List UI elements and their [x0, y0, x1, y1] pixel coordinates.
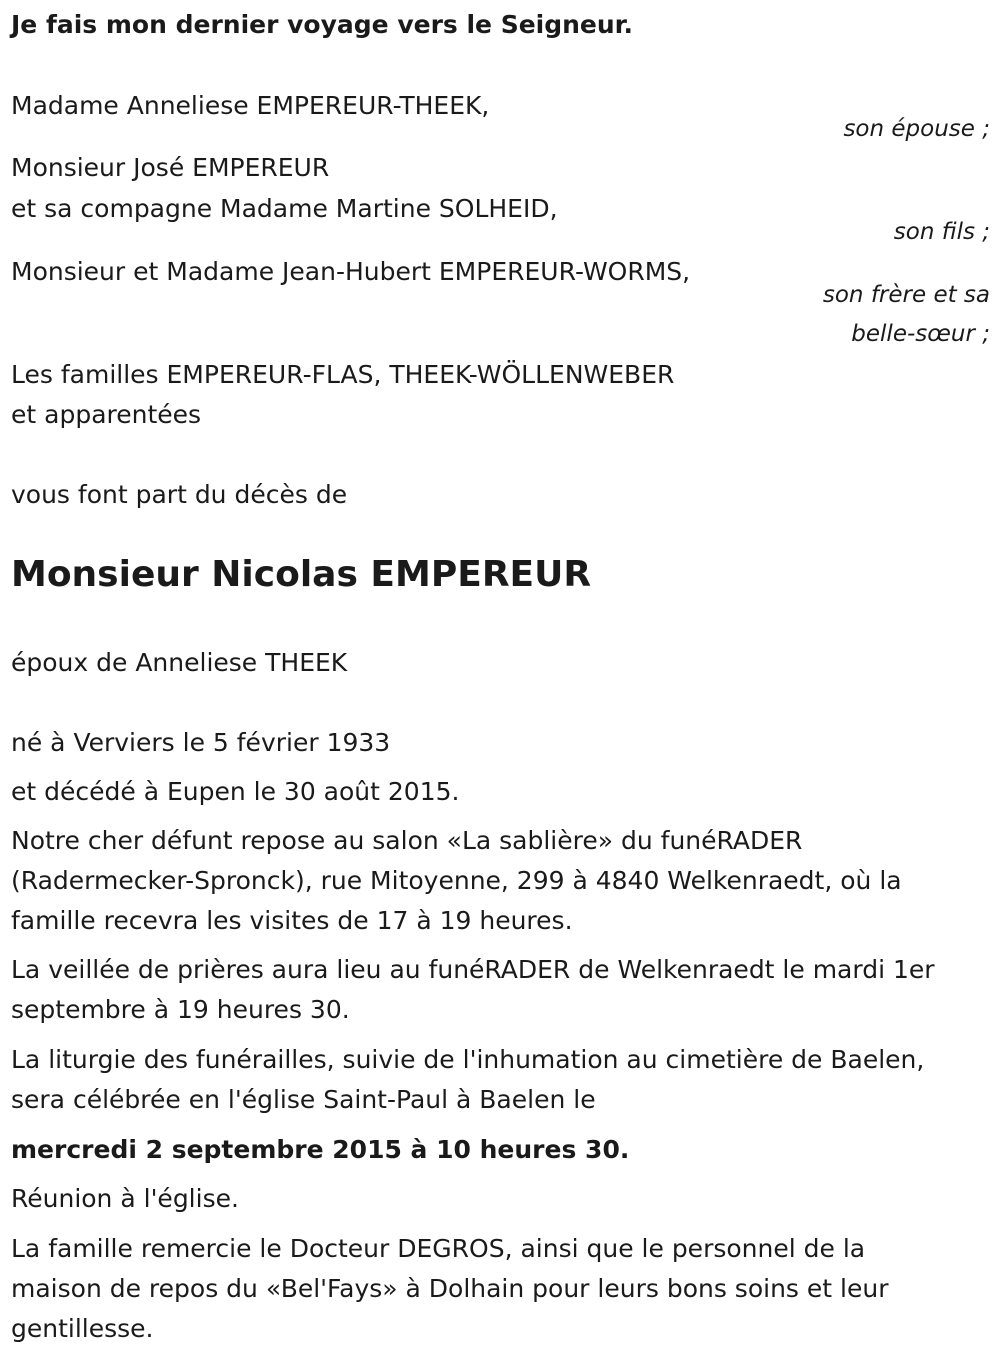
thanks-line1: La famille remercie le Docteur DEGROS, ainsi que le personnel de la	[11, 1234, 866, 1263]
death-info: et décédé à Eupen le 30 août 2015.	[11, 777, 460, 806]
relation-brother-line1: son frère et sa	[822, 282, 990, 308]
opening-verse: Je fais mon dernier voyage vers le Seigneur.	[11, 10, 633, 39]
birth-info: né à Verviers le 5 février 1933	[11, 728, 391, 757]
viewing-line1: Notre cher défunt repose au salon «La sablière» du funéRADER	[11, 826, 803, 855]
relation-brother-line2: belle-sœur ;	[851, 321, 990, 347]
deceased-spouse: époux de Anneliese THEEK	[11, 648, 348, 677]
viewing-line2: (Radermecker-Spronck), rue Mitoyenne, 299 à 4840 Welkenraedt, où la	[11, 866, 902, 895]
family-others-line2: et apparentées	[11, 400, 202, 429]
family-member-son: Monsieur José EMPEREUR	[11, 153, 330, 182]
thanks-line3: gentillesse.	[11, 1314, 154, 1343]
family-member-son-partner: et sa compagne Madame Martine SOLHEID,	[11, 194, 558, 223]
thanks-line2: maison de repos du «Bel'Fays» à Dolhain pour leurs bons soins et leur	[11, 1274, 889, 1303]
service-datetime: mercredi 2 septembre 2015 à 10 heures 30.	[11, 1135, 630, 1164]
relation-son: son fils ;	[893, 219, 990, 245]
liturgy-line2: sera célébrée en l'église Saint-Paul à Baelen le	[11, 1085, 596, 1114]
gathering: Réunion à l'église.	[11, 1184, 239, 1213]
liturgy-line1: La liturgie des funérailles, suivie de l'inhumation au cimetière de Baelen,	[11, 1045, 925, 1074]
family-others-line1: Les familles EMPEREUR-FLAS, THEEK-WÖLLENWEBER	[11, 360, 675, 389]
viewing-line3: famille recevra les visites de 17 à 19 heures.	[11, 906, 573, 935]
family-member-spouse: Madame Anneliese EMPEREUR-THEEK,	[11, 91, 490, 120]
family-member-brother: Monsieur et Madame Jean-Hubert EMPEREUR-WORMS,	[11, 257, 691, 286]
vigil-line1: La veillée de prières aura lieu au funéRADER de Welkenraedt le mardi 1er	[11, 955, 935, 984]
relation-spouse: son épouse ;	[843, 116, 990, 142]
deceased-name: Monsieur Nicolas EMPEREUR	[11, 554, 592, 595]
announcement: vous font part du décès de	[11, 480, 348, 509]
vigil-line2: septembre à 19 heures 30.	[11, 995, 350, 1024]
